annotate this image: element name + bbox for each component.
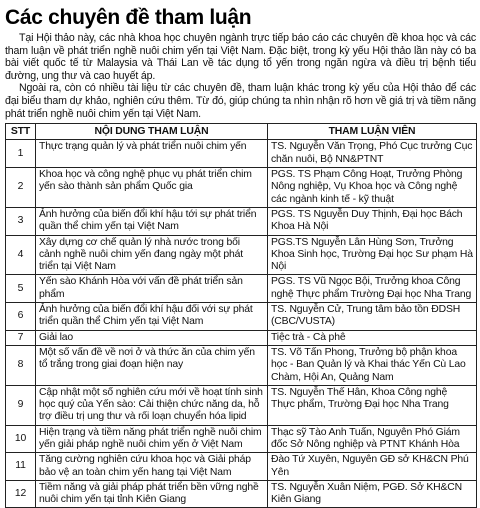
intro-paragraph: Tại Hội thảo này, các nhà khoa học chuyên ngành trực tiếp báo cáo các chuyên đề khoa học và các tham luận về phát triển nghề nuôi chim yến tại Việt Nam. Đặc biệt, trong kỳ yếu Hội thảo lần này có ba bài viết quốc tế từ Malaysia và Thái Lan về tác dụng tổ yến trong ngăn ngừa và điều trị bệnh tiểu đường, ung thư và cao huyết áp. bbox=[5, 32, 476, 82]
row-speaker: PGS.TS Nguyễn Lân Hùng Sơn, Trưởng Khoa Sinh học, Trường Đại học Sư phạm Hà Nội bbox=[268, 235, 477, 275]
row-content: Tăng cường nghiên cứu khoa học và Giải pháp bảo vệ an toàn chim yến hang tại Việt Nam bbox=[36, 453, 268, 481]
row-stt: 2 bbox=[6, 168, 36, 208]
table-row bbox=[6, 385, 477, 425]
row-stt: 1 bbox=[6, 140, 36, 168]
row-content: Thực trạng quản lý và phát triển nuôi chim yến bbox=[36, 140, 268, 168]
row-stt: 9 bbox=[6, 385, 36, 425]
row-stt: 11 bbox=[6, 453, 36, 481]
table-row bbox=[6, 235, 477, 275]
table-row bbox=[6, 330, 477, 345]
row-content: Ảnh hưởng của biến đổi khí hậu đối với sự phát triển quần thể Chim yến tại Việt Nam bbox=[36, 303, 268, 331]
row-speaker: PGS. TS Phạm Công Hoạt, Trưởng Phòng Nông nghiệp, Vụ Khoa học và Công nghệ các ngành kinh tế - kỹ thuật bbox=[268, 168, 477, 208]
row-content: Giải lao bbox=[36, 330, 268, 345]
table-header-row bbox=[6, 124, 477, 140]
row-stt: 5 bbox=[6, 275, 36, 303]
table-row bbox=[6, 425, 477, 453]
row-speaker: Thạc sỹ Tào Anh Tuấn, Nguyên Phó Giám đốc Sở Nông nghiệp và PTNT Khánh Hòa bbox=[268, 425, 477, 453]
row-stt: 12 bbox=[6, 480, 36, 508]
row-stt: 7 bbox=[6, 330, 36, 345]
row-content: Yến sào Khánh Hòa với vấn đề phát triển sản phẩm bbox=[36, 275, 268, 303]
header-speaker: THAM LUẬN VIÊN bbox=[268, 124, 477, 140]
table-row bbox=[6, 453, 477, 481]
row-content: Một số vấn đề về nơi ở và thức ăn của chim yến tổ trắng trong giai đoạn hiện nay bbox=[36, 345, 268, 385]
row-speaker: Tiệc trà - Cà phê bbox=[268, 330, 477, 345]
row-content: Khoa học và công nghệ phục vụ phát triển chim yến sào thành sản phẩm Quốc gia bbox=[36, 168, 268, 208]
header-content: NỘI DUNG THAM LUẬN bbox=[36, 124, 268, 140]
row-speaker: TS. Nguyễn Cử, Trung tâm bảo tồn ĐDSH (CBC/VUSTA) bbox=[268, 303, 477, 331]
row-speaker: PGS. TS Vũ Ngọc Bội, Trưởng khoa Công nghệ Thực phẩm Trường Đại học Nha Trang bbox=[268, 275, 477, 303]
row-speaker: PGS. TS Nguyễn Duy Thịnh, Đại học Bách Khoa Hà Nội bbox=[268, 207, 477, 235]
row-speaker: Đào Tứ Xuyên, Nguyên GĐ sở KH&CN Phú Yên bbox=[268, 453, 477, 481]
row-speaker: TS. Nguyễn Văn Trọng, Phó Cục trưởng Cục chăn nuôi, Bộ NN&PTNT bbox=[268, 140, 477, 168]
row-stt: 4 bbox=[6, 235, 36, 275]
header-stt: STT bbox=[6, 124, 36, 140]
row-content: Hiện trạng và tiềm năng phát triển nghề nuôi chim yến giải pháp nghề nuôi chim yến ở Việt Nam bbox=[36, 425, 268, 453]
row-content: Cập nhật một số nghiên cứu mới về hoạt tính sinh học quý của Yến sào: Cải thiện chức năng da, hỗ trợ điều trị ung thư và rối loạn chuyển hóa lipid bbox=[36, 385, 268, 425]
row-stt: 10 bbox=[6, 425, 36, 453]
table-row bbox=[6, 345, 477, 385]
row-content: Xây dựng cơ chế quản lý nhà nước trong bối cảnh nghề nuôi chim yến đang ngày một phát triển tại Việt Nam bbox=[36, 235, 268, 275]
row-stt: 8 bbox=[6, 345, 36, 385]
row-speaker: TS. Võ Tấn Phong, Trưởng bộ phận khoa học - Ban Quản lý và Khai thác Yến Cù Lao Chàm, Hội An, Quảng Nam bbox=[268, 345, 477, 385]
table-row bbox=[6, 207, 477, 235]
row-content: Ảnh hưởng của biến đổi khí hậu tới sự phát triển quần thể chim yến tại Việt Nam bbox=[36, 207, 268, 235]
row-speaker: TS. Nguyễn Xuân Niệm, PGĐ. Sở KH&CN Kiên Giang bbox=[268, 480, 477, 508]
table-row bbox=[6, 140, 477, 168]
article-title: Các chuyên đề tham luận bbox=[5, 6, 252, 29]
table-row bbox=[6, 275, 477, 303]
topics-table bbox=[5, 123, 477, 508]
row-stt: 6 bbox=[6, 303, 36, 331]
table-row bbox=[6, 480, 477, 508]
table-row bbox=[6, 168, 477, 208]
row-speaker: TS. Nguyễn Thế Hân, Khoa Công nghệ Thực phẩm, Trường Đại học Nha Trang bbox=[268, 385, 477, 425]
row-stt: 3 bbox=[6, 207, 36, 235]
row-content: Tiềm năng và giải pháp phát triển bền vững nghề nuôi chim yến tại tỉnh Kiên Giang bbox=[36, 480, 268, 508]
intro-paragraph: Ngoài ra, còn có nhiều tài liệu từ các chuyên đề, tham luận khác trong kỳ yếu của Hội thảo để các đại biểu tham dự khảo, nghiên cứu thêm. Từ đó, giúp chúng ta nhìn nhận rõ hơn về giá trị và tiềm năng phát triển nghề nuôi chim yến tại Việt Nam. bbox=[5, 82, 476, 120]
table-row bbox=[6, 303, 477, 331]
